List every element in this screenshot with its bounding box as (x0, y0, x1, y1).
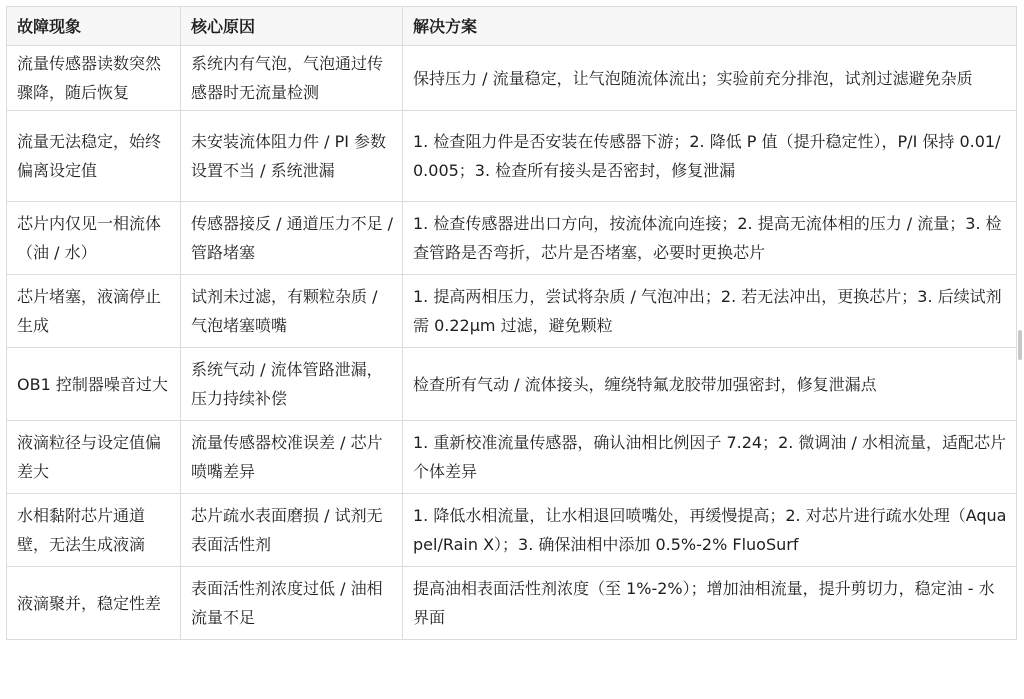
symptom-cell: OB1 控制器噪音过大 (7, 348, 181, 421)
table-row (7, 567, 1017, 640)
table-row (7, 202, 1017, 275)
header-solution: 解决方案 (403, 7, 1017, 46)
cause-cell: 系统内有气泡，气泡通过传感器时无流量检测 (181, 46, 403, 111)
header-symptom: 故障现象 (7, 7, 181, 46)
cause-cell: 未安装流体阻力件 / PI 参数设置不当 / 系统泄漏 (181, 111, 403, 202)
solution-cell: 检查所有气动 / 流体接头，缠绕特氟龙胶带加强密封，修复泄漏点 (403, 348, 1017, 421)
cause-cell: 芯片疏水表面磨损 / 试剂无表面活性剂 (181, 494, 403, 567)
header-row (7, 7, 1017, 46)
table-row (7, 275, 1017, 348)
cause-cell: 传感器接反 / 通道压力不足 / 管路堵塞 (181, 202, 403, 275)
solution-cell: 提高油相表面活性剂浓度（至 1%-2%）；增加油相流量，提升剪切力，稳定油 - 水界面 (403, 567, 1017, 640)
solution-cell: 1. 检查阻力件是否安装在传感器下游；2. 降低 P 值（提升稳定性），P/I 保持 0.01/0.005；3. 检查所有接头是否密封，修复泄漏 (403, 111, 1017, 202)
cause-cell: 流量传感器校准误差 / 芯片喷嘴差异 (181, 421, 403, 494)
table-row (7, 348, 1017, 421)
solution-cell: 1. 提高两相压力，尝试将杂质 / 气泡冲出；2. 若无法冲出，更换芯片；3. 后续试剂需 0.22μm 过滤，避免颗粒 (403, 275, 1017, 348)
symptom-cell: 流量传感器读数突然骤降，随后恢复 (7, 46, 181, 111)
symptom-cell: 芯片堵塞，液滴停止生成 (7, 275, 181, 348)
symptom-cell: 芯片内仅见一相流体（油 / 水） (7, 202, 181, 275)
symptom-cell: 流量无法稳定，始终偏离设定值 (7, 111, 181, 202)
solution-cell: 1. 重新校准流量传感器，确认油相比例因子 7.24；2. 微调油 / 水相流量，适配芯片个体差异 (403, 421, 1017, 494)
cause-cell: 试剂未过滤，有颗粒杂质 / 气泡堵塞喷嘴 (181, 275, 403, 348)
table-row (7, 494, 1017, 567)
symptom-cell: 水相黏附芯片通道壁，无法生成液滴 (7, 494, 181, 567)
scrollbar-handle[interactable] (1018, 330, 1022, 360)
symptom-cell: 液滴粒径与设定值偏差大 (7, 421, 181, 494)
solution-cell: 1. 降低水相流量，让水相退回喷嘴处，再缓慢提高；2. 对芯片进行疏水处理（Aquapel/Rain X）；3. 确保油相中添加 0.5%-2% FluoSurf (403, 494, 1017, 567)
cause-cell: 系统气动 / 流体管路泄漏，压力持续补偿 (181, 348, 403, 421)
header-cause: 核心原因 (181, 7, 403, 46)
table-row (7, 421, 1017, 494)
cause-cell: 表面活性剂浓度过低 / 油相流量不足 (181, 567, 403, 640)
troubleshooting-table (6, 6, 1017, 640)
solution-cell: 1. 检查传感器进出口方向，按流体流向连接；2. 提高无流体相的压力 / 流量；3. 检查管路是否弯折，芯片是否堵塞，必要时更换芯片 (403, 202, 1017, 275)
symptom-cell: 液滴聚并，稳定性差 (7, 567, 181, 640)
table-row (7, 111, 1017, 202)
table-row (7, 46, 1017, 111)
solution-cell: 保持压力 / 流量稳定，让气泡随流体流出；实验前充分排泡，试剂过滤避免杂质 (403, 46, 1017, 111)
